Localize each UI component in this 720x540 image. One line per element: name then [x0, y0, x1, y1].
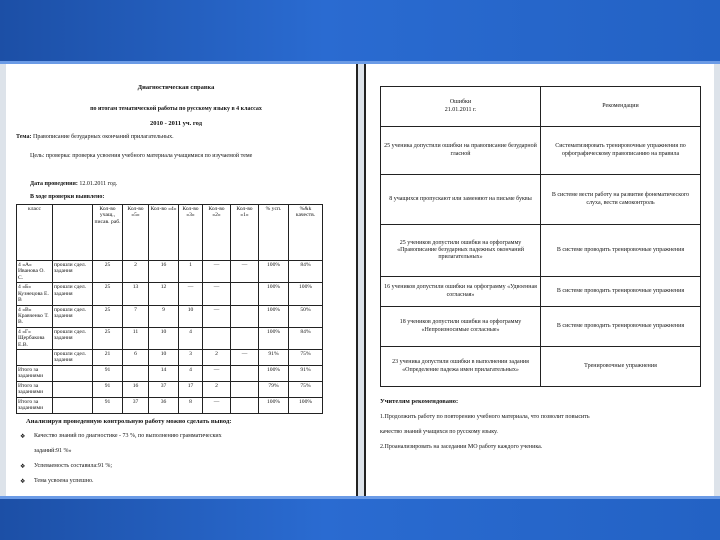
table-cell: 91 — [93, 382, 123, 398]
table-cell — [231, 305, 259, 327]
table-cell: 4 «Г» Щербакова Е.В. — [17, 327, 53, 349]
table-row — [17, 366, 323, 382]
table-cell: — — [203, 398, 231, 414]
table-cell: 14 — [149, 366, 179, 382]
theme-line — [16, 134, 174, 141]
table-cell: 100% — [259, 261, 289, 283]
table-cell: Итого за заданиями — [17, 366, 53, 382]
table-cell: 50% — [289, 305, 323, 327]
table-cell: 21 — [93, 350, 123, 366]
results-table — [16, 204, 323, 414]
table-cell — [231, 366, 259, 382]
participants-heading: В ходе проверки выявлено: — [30, 194, 105, 200]
table-cell — [231, 382, 259, 398]
bullet-text: Качество знаний по диагностике - 73 %, по выполнению грамматических — [34, 433, 222, 439]
table-cell: 4 — [179, 366, 203, 382]
report-subtitle: по итогам тематической работы по русскому языку в 4 классах — [90, 106, 262, 112]
table-cell: 25 — [93, 261, 123, 283]
bullet-icon: ❖ — [20, 464, 26, 470]
table-cell: 91 — [93, 366, 123, 382]
table-cell: 10 — [149, 350, 179, 366]
report-title: Диагностическая справка — [137, 84, 215, 91]
goal-text: Цель: проверка: проверка усвоения учебного материала учащимися по изучаемой теме — [30, 153, 253, 159]
header-cell: класс — [17, 205, 53, 261]
table-cell: 100% — [259, 366, 289, 382]
table-cell — [231, 283, 259, 305]
theme-label: Тема: — [16, 134, 32, 140]
table-cell: 8 учащихся пропускают или заменяют на письме буквы — [381, 175, 541, 225]
table-cell: 23 ученика допустили ошибки в выполнении задания «Определение падежа имен прилагательных» — [381, 347, 541, 387]
table-cell: 100% — [259, 283, 289, 305]
table-cell: 25 — [93, 283, 123, 305]
header-cell: Кол-во «3» — [179, 205, 203, 261]
table-cell: 4 «Б» Кузнецова Е. В — [17, 283, 53, 305]
table-cell: 100% — [259, 398, 289, 414]
table-cell: 25 ученика допустили ошибки на правописание безударной гласной — [381, 127, 541, 175]
table-cell: 36 — [149, 398, 179, 414]
header-cell: Кол-во «4» — [149, 205, 179, 261]
rec-line: 2.Проанализировать на заседании МО работу каждого ученика. — [380, 444, 543, 450]
table-cell: 75% — [289, 350, 323, 366]
table-cell — [17, 350, 53, 366]
table-row — [381, 87, 701, 127]
table-cell: 16 — [149, 261, 179, 283]
table-cell: Итого за заданиями — [17, 398, 53, 414]
table-cell: 8 — [179, 398, 203, 414]
table-cell: 10 — [179, 305, 203, 327]
table-cell: 10 — [149, 327, 179, 349]
table-cell: 91% — [259, 350, 289, 366]
table-cell: 16 — [123, 382, 149, 398]
table-cell: Итого за заданиями — [17, 382, 53, 398]
table-row — [17, 305, 323, 327]
date-value: 12.01.2011 год. — [79, 181, 118, 187]
table-cell: 91% — [289, 366, 323, 382]
table-row — [17, 398, 323, 414]
table-cell: 37 — [149, 382, 179, 398]
table-cell: 1 — [179, 261, 203, 283]
table-cell: 79% — [259, 382, 289, 398]
rec-line: качество знаний учащихся по русскому языку. — [380, 429, 498, 435]
bullet-continuation: заданий:91 %» — [34, 448, 72, 454]
table-cell: 13 — [123, 283, 149, 305]
recs-title: Учителям рекомендовано: — [380, 398, 459, 405]
table-cell: 2 — [123, 261, 149, 283]
bullet-icon: ❖ — [20, 434, 26, 440]
table-row — [17, 327, 323, 349]
table-cell: В системе проводить тренировочные упражнения — [541, 225, 701, 277]
table-cell: В системе вести работу на развитие фонематического слуха, вести самоконтроль — [541, 175, 701, 225]
table-cell — [123, 366, 149, 382]
table-cell: 2 — [203, 382, 231, 398]
table-cell: 18 учеников допустили ошибки на орфограмму «Непроизносимые согласные» — [381, 307, 541, 347]
table-cell: 4 «В» Кравченко Т. В. — [17, 305, 53, 327]
header-cell: %&k качеств. — [289, 205, 323, 261]
table-cell: 12 — [149, 283, 179, 305]
errors-date: 21.01.2011 г. — [444, 106, 477, 113]
table-row — [381, 175, 701, 225]
analysis-title: Анализируя проведенную контрольную работу можно сделать вывод: — [26, 418, 232, 425]
table-cell: прошли сдел. задания — [53, 350, 93, 366]
bullet-icon: ❖ — [20, 479, 26, 485]
report-year: 2010 - 2011 уч. год — [150, 120, 202, 127]
recs-header: Рекомендации — [541, 87, 701, 127]
table-cell — [231, 327, 259, 349]
table-row — [381, 127, 701, 175]
table-cell: — — [203, 261, 231, 283]
table-cell: прошли сдел. задания — [53, 283, 93, 305]
table-cell: 17 — [179, 382, 203, 398]
date-label: Дата проведения: — [30, 181, 78, 187]
header-cell — [53, 205, 93, 261]
table-cell: В системе проводить тренировочные упражнения — [541, 307, 701, 347]
left-document-page — [6, 64, 358, 496]
recommendations-table — [380, 86, 701, 387]
table-cell: 3 — [179, 350, 203, 366]
right-document-page — [364, 64, 714, 496]
table-cell: Систематизировать тренировочные упражнения по орфографическому правописанию на правила — [541, 127, 701, 175]
header-cell: Кол-во «5» — [123, 205, 149, 261]
top-blue-band — [0, 0, 720, 64]
table-cell: — — [203, 305, 231, 327]
table-cell — [381, 87, 541, 127]
table-cell: прошли сдел. задания — [53, 261, 93, 283]
table-cell: прошли сдел. задания — [53, 305, 93, 327]
table-cell: 4 — [179, 327, 203, 349]
table-cell — [53, 398, 93, 414]
table-cell: 100% — [259, 305, 289, 327]
table-row — [381, 225, 701, 277]
table-row — [17, 283, 323, 305]
bullet-text: Тема усвоена успешно. — [34, 478, 94, 484]
table-cell: — — [179, 283, 203, 305]
errors-header: Ошибки — [449, 99, 472, 106]
table-cell: 6 — [123, 350, 149, 366]
table-row — [17, 261, 323, 283]
results-table-header — [17, 205, 323, 261]
table-row — [381, 347, 701, 387]
header-cell: % усп. — [259, 205, 289, 261]
table-cell: 75% — [289, 382, 323, 398]
table-cell: — — [203, 283, 231, 305]
table-cell: 25 — [93, 305, 123, 327]
table-cell — [203, 327, 231, 349]
table-cell: В системе проводить тренировочные упражнения — [541, 277, 701, 307]
table-row — [381, 277, 701, 307]
header-cell: Кол-во учащ., писав. раб. — [93, 205, 123, 261]
table-cell: — — [203, 366, 231, 382]
bullet-text: Успеваемость составила:91 %; — [34, 463, 112, 469]
table-cell: 7 — [123, 305, 149, 327]
table-cell: — — [231, 350, 259, 366]
header-cell: Кол-во «1» — [231, 205, 259, 261]
table-cell: 25 — [93, 327, 123, 349]
table-cell — [53, 366, 93, 382]
table-cell: 11 — [123, 327, 149, 349]
table-cell: 9 — [149, 305, 179, 327]
bottom-blue-band — [0, 496, 720, 540]
table-cell: 37 — [123, 398, 149, 414]
theme-value: Правописание безударных окончаний прилагательных. — [32, 134, 174, 140]
table-cell — [231, 398, 259, 414]
table-cell: 84% — [289, 327, 323, 349]
table-cell: 100% — [289, 398, 323, 414]
table-cell: — — [231, 261, 259, 283]
table-cell: Тренировочные упражнения — [541, 347, 701, 387]
table-row — [381, 307, 701, 347]
table-cell: 100% — [259, 327, 289, 349]
date-line — [30, 181, 117, 188]
table-cell: 84% — [289, 261, 323, 283]
table-cell: 100% — [289, 283, 323, 305]
table-cell: прошли сдел. задания — [53, 327, 93, 349]
table-cell: 2 — [203, 350, 231, 366]
rec-line: 1.Продолжить работу по повторению учебного материала, что позволит повысить — [380, 414, 590, 420]
table-row — [17, 382, 323, 398]
table-cell: 91 — [93, 398, 123, 414]
table-cell: 16 учеников допустили ошибки на орфограмму «Удвоенная согласная» — [381, 277, 541, 307]
table-cell — [53, 382, 93, 398]
table-cell: 25 учеников допустили ошибки на орфограмму «Правописание безударных падежных окончаний прилагательных» — [381, 225, 541, 277]
table-row — [17, 350, 323, 366]
header-cell: Кол-во «2» — [203, 205, 231, 261]
table-cell: 4 «А» Иванова О. С. — [17, 261, 53, 283]
